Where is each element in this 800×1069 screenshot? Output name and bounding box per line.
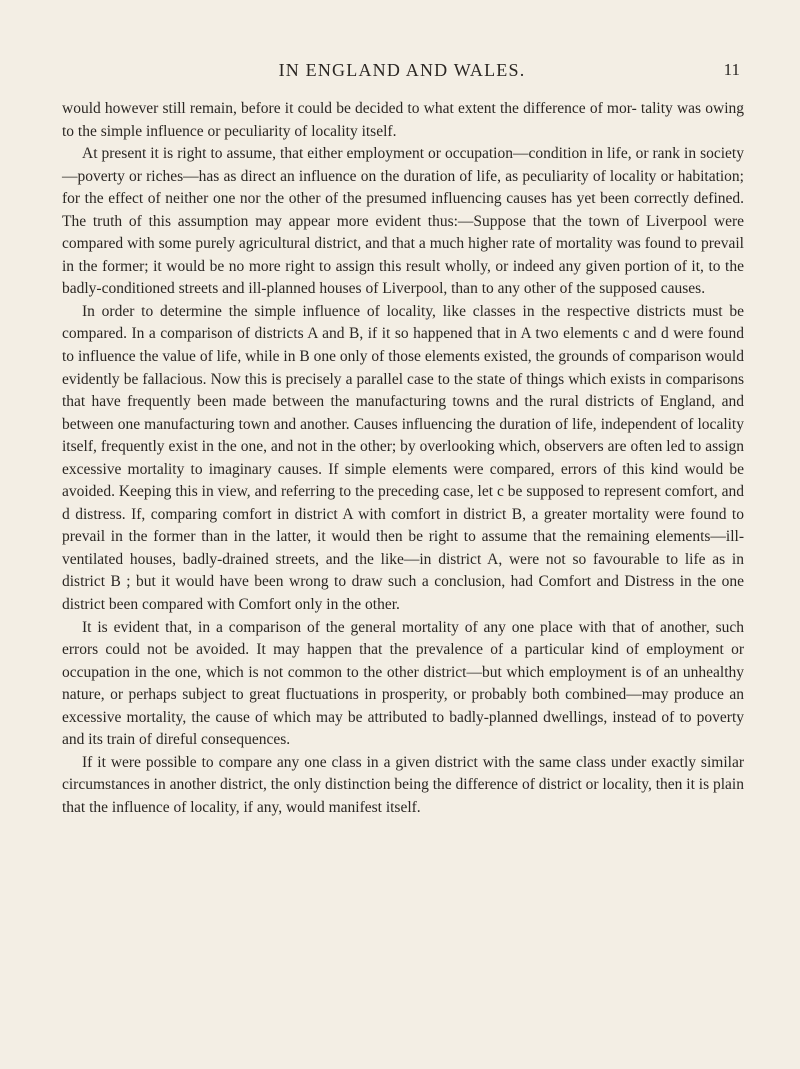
running-head: IN ENGLAND AND WALES. bbox=[278, 60, 526, 80]
page-number: 11 bbox=[723, 60, 740, 79]
body-text bbox=[62, 98, 744, 820]
page-header bbox=[62, 60, 742, 82]
paragraph-conclusion: If it were possible to compare any one class in a given district with the same class under exactly similar circumstances in another district, the only distinction being the difference of district or locality, then it is plain that the influence of locality, if any, would manifest itself. bbox=[62, 753, 744, 816]
paragraph-occupation: At present it is right to assume, that either employment or occupation—condition in life, or rank in society—poverty or riches—has as direct an influence on the duration of life, as peculiarity of locality or habitation; for the effect of neither one nor the other of the presumed influencing causes has yet been correctly defined. The truth of this assumption may appear more evident thus:—Suppose that the town of Liverpool were compared with some purely agricultural district, and that a much higher rate of mortality was found to prevail in the former; it would be no more right to assign this result wholly, or indeed any given portion of it, to the badly-conditioned streets and ill-planned houses of Liverpool, than to any other of the supposed causes. bbox=[62, 145, 744, 298]
paragraph-general-mortality: It is evident that, in a comparison of the general mortality of any one place with that of another, such errors could not be avoided. It may happen that the prevalence of a particular kind of employment or occupation in the one, which is not common to the other district—but which employment is of an unhealthy nature, or perhaps subject to great fluctuations in prosperity, or probably both combined—may produce an excessive mortality, the cause of which may be attributed to badly-planned dwellings, instead of to poverty and its train of direful consequences. bbox=[62, 618, 744, 749]
paragraph-continuation: would however still remain, before it could be decided to what extent the difference of mor- tality was owing to the simple influence or peculiarity of locality itself. bbox=[62, 100, 744, 140]
paragraph-locality-comparison: In order to determine the simple influence of locality, like classes in the respective districts must be compared. In a comparison of districts A and B, if it so happened that in A two elements c and d were found to influence the value of life, while in B one only of those elements existed, the grounds of comparison would evidently be fallacious. Now this is precisely a parallel case to the state of things which exists in comparisons that have frequently been made between the manufacturing towns and the rural districts of England, and between one manufacturing town and another. Causes influencing the duration of life, independent of locality itself, frequently exist in the one, and not in the other; by overlooking which, observers are often led to assign excessive mortality to imaginary causes. If simple elements were compared, errors of this kind would be avoided. Keeping this in view, and referring to the preceding case, let c be supposed to represent comfort, and d distress. If, comparing comfort in district A with comfort in district B, a greater mortality were found to prevail in the former than in the latter, it would then be right to assume that the remaining elements—ill-ventilated houses, badly-drained streets, and the like—in district A, were not so favourable to life as in district B ; but it would have been wrong to draw such a conclusion, had Comfort and Distress in the one district been compared with Comfort only in the other. bbox=[62, 302, 744, 614]
